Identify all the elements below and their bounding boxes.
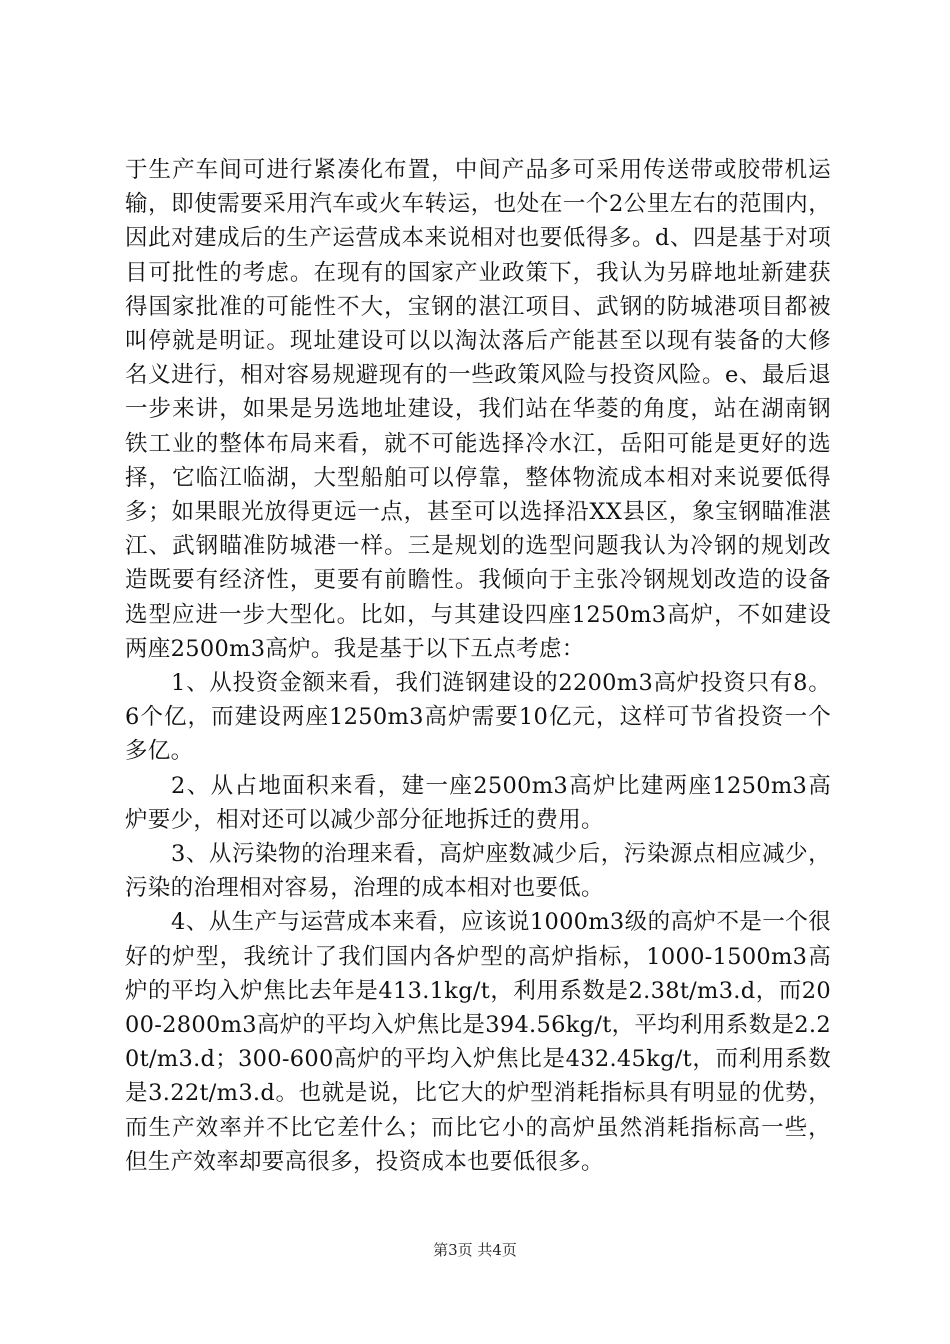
paragraph-point-3: 3、从污染物的治理来看，高炉座数减少后，污染源点相应减少，污染的治理相对容易，治理的成本相对也要低。 [125,841,831,902]
paragraph-continued: 于生产车间可进行紧凑化布置，中间产品多可采用传送带或胶带机运输，即使需要采用汽车或火车转运，也处在一个2公里左右的范围内，因此对建成后的生产运营成本来说相对也要低得多。d、四是基于对项目可批性的考虑。在现有的国家产业政策下，我认为另辟地址新建获得国家批准的可能性不大，宝钢的湛江项目、武钢的防城港项目都被叫停就是明证。现址建设可以以淘汰落后产能甚至以现有装备的大修名义进行，相对容易规避现有的一些政策风险与投资风险。e、最后退一步来讲，如果是另选地址建设，我们站在华菱的角度，站在湖南钢铁工业的整体布局来看，就不可能选择冷水江，岳阳可能是更好的选择，它临江临湖，大型船舶可以停靠，整体物流成本相对来说要低得多；如果眼光放得更远一点，甚至可以选择沿XX县区，象宝钢瞄准湛江、武钢瞄准防城港一样。三是规划的选型问题我认为冷钢的规划改造既要有经济性，更要有前瞻性。我倾向于主张冷钢规划改造的设备选型应进一步大型化。比如，与其建设四座1250m3高炉，不如建设两座2500m3高炉。我是基于以下五点考虑： [125,157,831,662]
document-body [125,153,831,1179]
page-footer: 第3页 共4页 [433,1241,517,1259]
paragraph-point-1: 1、从投资金额来看，我们涟钢建设的2200m3高炉投资只有8。6个亿，而建设两座1250m3高炉需要10亿元，这样可节省投资一个多亿。 [125,670,831,765]
paragraph-point-4: 4、从生产与运营成本来看，应该说1000m3级的高炉不是一个很好的炉型，我统计了我们国内各炉型的高炉指标，1000-1500m3高炉的平均入炉焦比去年是413.1kg/t，利用系数是2.38t/m3.d，而2000-2800m3高炉的平均入炉焦比是394.56kg/t，平均利用系数是2.20t/m3.d；300-600高炉的平均入炉焦比是432.45kg/t，而利用系数是3.22t/m3.d。也就是说，比它大的炉型消耗指标具有明显的优势，而生产效率并不比它差什么；而比它小的高炉虽然消耗指标高一些，但生产效率却要高很多，投资成本也要低很多。 [125,909,831,1175]
paragraph-point-2: 2、从占地面积来看，建一座2500m3高炉比建两座1250m3高炉要少，相对还可以减少部分征地拆迁的费用。 [125,772,831,833]
